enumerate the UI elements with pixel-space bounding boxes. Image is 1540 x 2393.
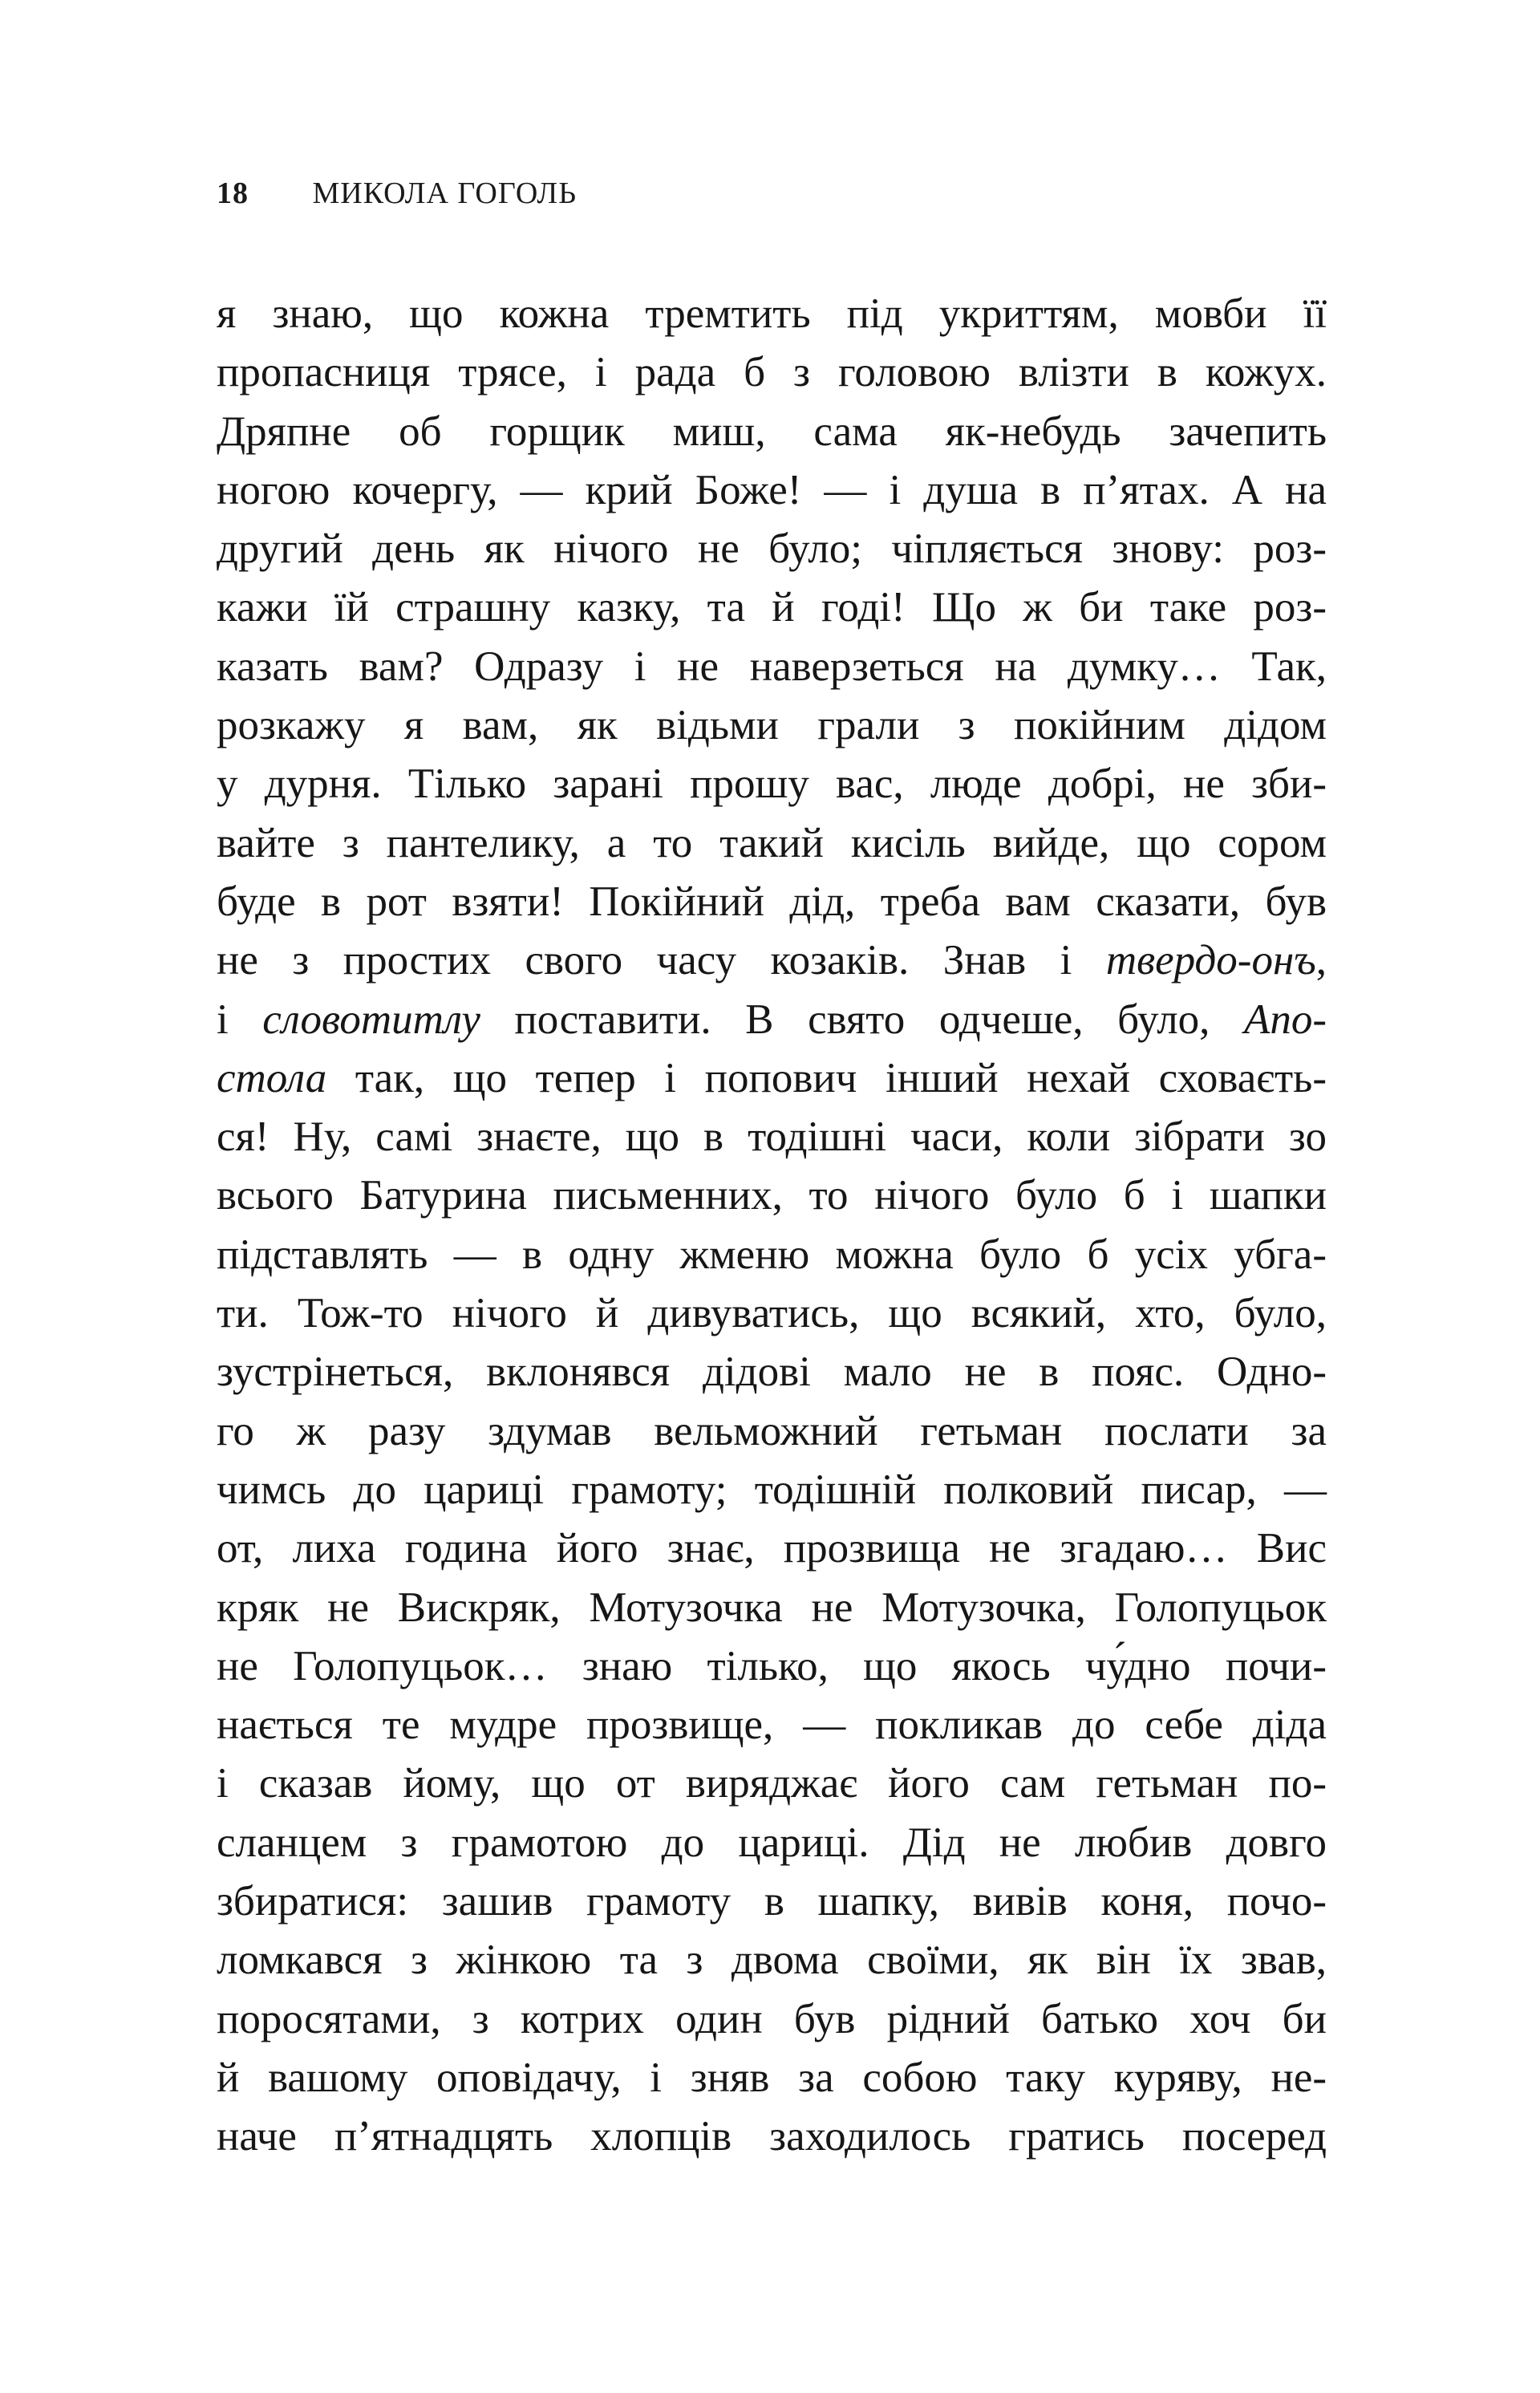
body-text: [217, 285, 1327, 2167]
text-line: [217, 931, 1327, 990]
text-segment: поставити. В свято одчеше, було,: [480, 996, 1244, 1043]
text-line: чимсь до цариці грамоту; тодішній полковий писар, —: [217, 1466, 1327, 1513]
text-segment: не з простих свого часу козаків. Знав і: [217, 937, 1106, 984]
text-line: ломкався з жінкою та з двома своїми, як він їх звав,: [217, 1937, 1327, 1984]
italic-term: твердо-онъ: [1105, 937, 1316, 984]
text-line: поросятами, з котрих один був рідний батько хоч би: [217, 1995, 1327, 2042]
text-line: [217, 991, 1327, 1049]
page-number: 18: [217, 176, 249, 210]
text-line: не Голопуцьок… знаю тілько, що якось чу́дно почи-: [217, 1642, 1327, 1689]
text-line: кряк не Вискряк, Мотузочка не Мотузочка, Голопуцьок: [217, 1584, 1327, 1631]
text-line: і сказав йому, що от виряджає його сам гетьман по-: [217, 1760, 1327, 1807]
running-header: [217, 178, 577, 209]
text-line: кажи їй страшну казку, та й годі! Що ж би таке роз-: [217, 584, 1327, 631]
text-line: вайте з пантелику, а то такий кисіль вийде, що сором: [217, 819, 1327, 866]
text-line: у дурня. Тілько зарані прошу вас, люде добрі, не зби-: [217, 760, 1327, 808]
text-line: ти. Тож-то нічого й дивуватись, що всякий, хто, було,: [217, 1290, 1327, 1337]
text-line: збиратися: зашив грамоту в шапку, вивів коня, почо-: [217, 1878, 1327, 1925]
text-line: я знаю, що кожна тремтить під укриттям, мовби її: [217, 290, 1327, 337]
italic-term: Апо-: [1243, 996, 1327, 1043]
text-line: й вашому оповідачу, і зняв за собою таку куряву, не-: [217, 2054, 1327, 2101]
text-line: Дряпне об горщик миш, сама як-небудь зачепить: [217, 408, 1327, 455]
text-line: розкажу я вам, як відьми грали з покійним дідом: [217, 702, 1327, 749]
text-segment: ,: [1315, 937, 1327, 984]
text-line: от, лиха година його знає, прозвища не згадаю… Вис: [217, 1525, 1327, 1572]
text-line: ся! Ну, самі знаєте, що в тодішні часи, коли зібрати зо: [217, 1113, 1327, 1161]
text-line: [217, 1049, 1327, 1108]
text-line: буде в рот взяти! Покійний дід, треба вам сказати, був: [217, 878, 1327, 925]
italic-term: словотитлу: [262, 996, 480, 1043]
italic-term: стола: [217, 1054, 327, 1101]
text-line: казать вам? Одразу і не наверзеться на думку… Так,: [217, 643, 1327, 690]
text-line: всього Батурина письменних, то нічого було б і шапки: [217, 1172, 1327, 1219]
text-line: ногою кочергу, — крий Боже! — і душа в п’ятах. А на: [217, 466, 1327, 513]
text-segment: і: [217, 996, 263, 1043]
text-line: сланцем з грамотою до цариці. Дід не любив довго: [217, 1819, 1327, 1866]
text-line: підставлять — в одну жменю можна було б усіх убга-: [217, 1231, 1327, 1278]
text-line: наче п’ятнадцять хлопців заходилось гратись посеред: [217, 2113, 1327, 2160]
text-line: пропасниця трясе, і рада б з головою влізти в кожух.: [217, 349, 1327, 396]
running-header-author: МИКОЛА ГОГОЛЬ: [312, 176, 578, 210]
text-line: зустрінеться, вклонявся дідові мало не в пояс. Одно-: [217, 1349, 1327, 1396]
text-line: другий день як нічого не було; чіпляється знову: роз-: [217, 525, 1327, 573]
text-line: го ж разу здумав вельможний гетьман послати за: [217, 1407, 1327, 1454]
text-line: нається те мудре прозвище, — покликав до себе діда: [217, 1701, 1327, 1749]
text-segment: так, що тепер і попович інший нехай сховаєть-: [326, 1054, 1327, 1101]
